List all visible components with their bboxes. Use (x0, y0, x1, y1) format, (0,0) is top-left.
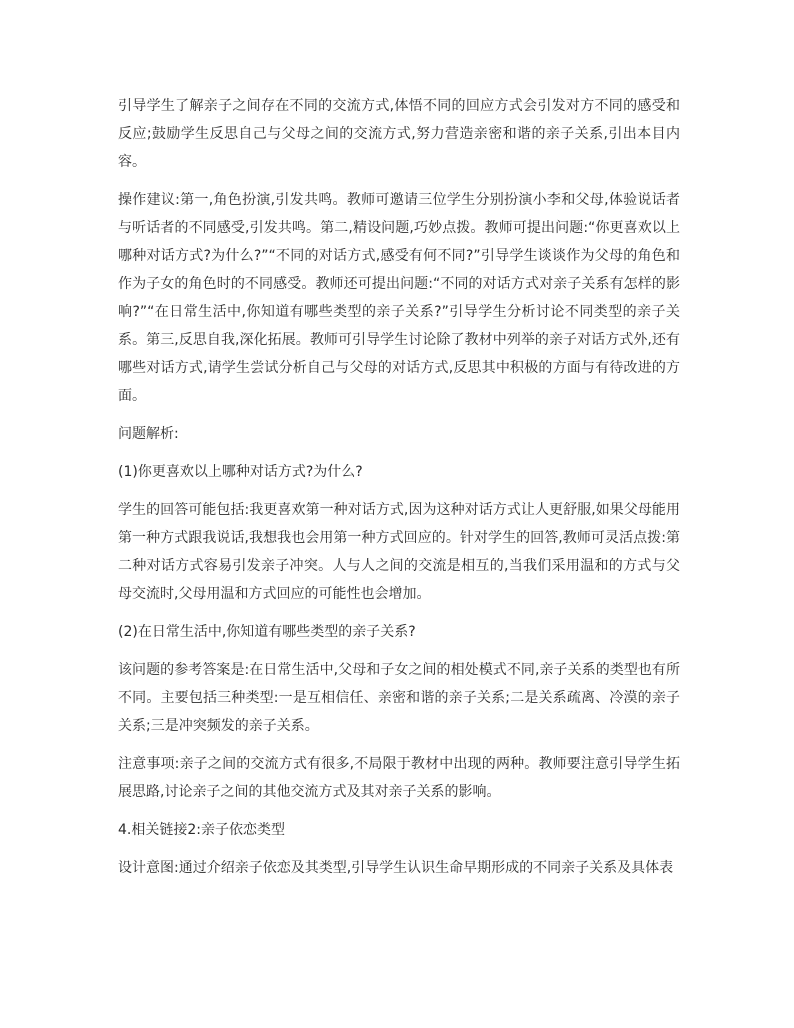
design-intent-paragraph: 设计意图:通过介绍亲子依恋及其类型,引导学生认识生命早期形成的不同亲子关系及具体表 (118, 860, 674, 876)
notes-paragraph: 注意事项:亲子之间的交流方式有很多,不局限于教材中出现的两种。教师要注意引导学生拓展思路,讨论亲子之间的其他交流方式及其对亲子关系的影响。 (118, 756, 680, 800)
answer-1-paragraph: 学生的回答可能包括:我更喜欢第一种对话方式,因为这种对话方式让人更舒服,如果父母能用第一种方式跟我说话,我想我也会用第一种方式回应的。针对学生的回答,教师可灵活点拨:第二种对话方式容易引发亲子冲突。人与人之间的交流是相互的,当我们采用温和的方式与父母交流时,父母用温和方式回应的可能性也会增加。 (118, 502, 680, 602)
document-body (118, 92, 680, 892)
question-2: (2)在日常生活中,你知道有哪些类型的亲子关系? (118, 624, 416, 640)
answer-2-paragraph: 该问题的参考答案是:在日常生活中,父母和子女之间的相处模式不同,亲子关系的类型也有所不同。主要包括三种类型:一是互相信任、亲密和谐的亲子关系;二是关系疏离、冷漠的亲子关系;三是冲突频发的亲子关系。 (118, 662, 680, 734)
operation-suggestion-paragraph: 操作建议:第一,角色扮演,引发共鸣。教师可邀请三位学生分别扮演小李和父母,体验说话者与听话者的不同感受,引发共鸣。第二,精设问题,巧妙点拨。教师可提出问题:“你更喜欢以上哪种对话方式?为什么?”“不同的对话方式,感受有何不同?”引导学生谈谈作为父母的角色和作为子女的角色时的不同感受。教师还可提出问题:“不同的对话方式对亲子关系有怎样的影响?”“在日常生活中,你知道有哪些类型的亲子关系?”引导学生分析讨论不同类型的亲子关系。第三,反思自我,深化拓展。教师可引导学生讨论除了教材中列举的亲子对话方式外,还有哪些对话方式,请学生尝试分析自己与父母的对话方式,反思其中积极的方面与有待改进的方面。 (118, 192, 680, 404)
question-1: (1)你更喜欢以上哪种对话方式?为什么? (118, 464, 363, 480)
problem-analysis-heading: 问题解析: (118, 426, 179, 442)
intro-paragraph: 引导学生了解亲子之间存在不同的交流方式,体悟不同的回应方式会引发对方不同的感受和反应;鼓励学生反思自己与父母之间的交流方式,努力营造亲密和谐的亲子关系,引出本目内容。 (118, 98, 680, 170)
section-heading-related-link: 4.相关链接2:亲子依恋类型 (118, 822, 285, 838)
